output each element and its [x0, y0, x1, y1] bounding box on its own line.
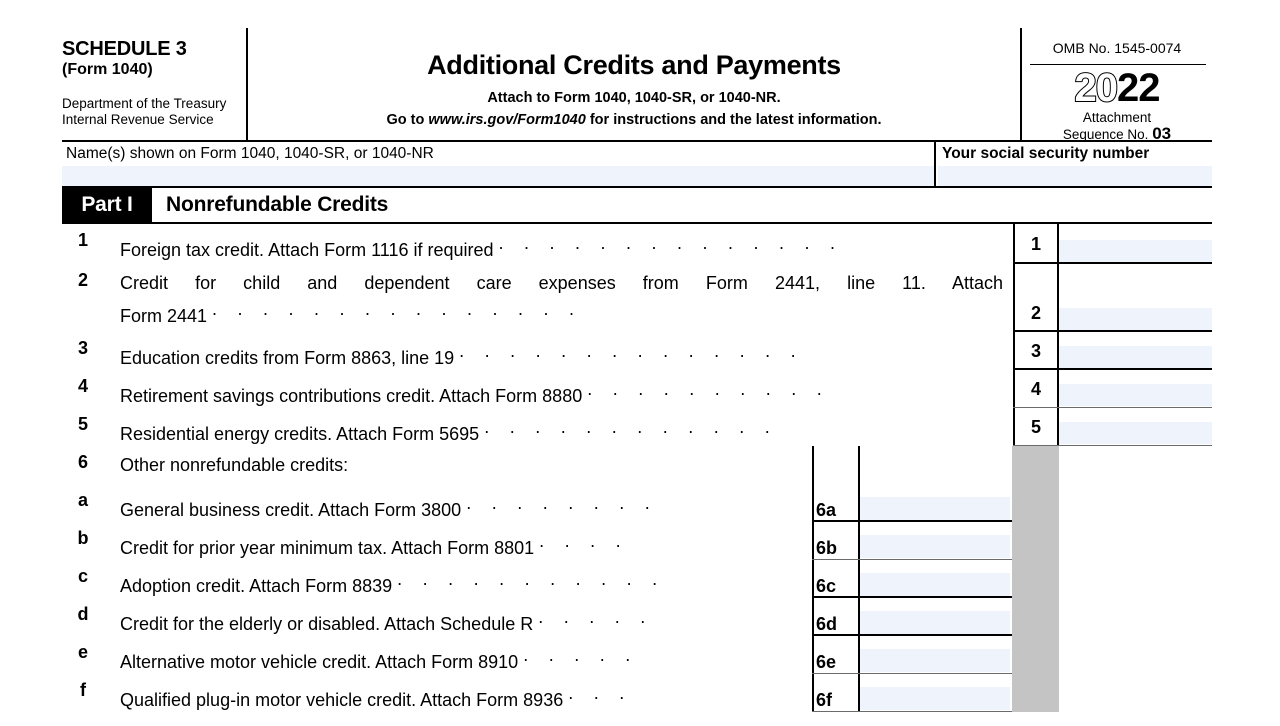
- ssn-input[interactable]: [938, 166, 1212, 186]
- leader-dots: .....: [523, 645, 651, 665]
- line-number: c: [77, 566, 88, 586]
- line-description: [120, 528, 641, 561]
- line-description-text: Adoption credit. Attach Form 8839: [120, 576, 398, 596]
- line-number: e: [77, 642, 88, 662]
- sub-line-number-box: 6c: [816, 576, 837, 596]
- omb-number: OMB No. 1545-0074: [1052, 40, 1182, 56]
- sub-line-value-input[interactable]: [860, 497, 1010, 520]
- line-description-text: Retirement savings contributions credit. Attach Form 8880: [120, 386, 588, 406]
- sub-column-divider-left: [812, 484, 814, 522]
- sub-column-divider-left: [812, 636, 814, 674]
- leader-dots: ..........: [587, 379, 843, 399]
- blocked-column: [1012, 674, 1059, 712]
- line-description-text: Foreign tax credit. Attach Form 1116 if required: [120, 240, 499, 260]
- form-line-row: [62, 636, 1212, 674]
- header-center-block: [248, 28, 1020, 130]
- line-number-box: 5: [1013, 408, 1059, 446]
- leader-dots: ..............: [459, 341, 817, 361]
- leader-dots: ...........: [397, 569, 678, 589]
- line-description-text: Education credits from Form 8863, line 19: [120, 348, 460, 368]
- line-number-box: 1: [1013, 224, 1059, 264]
- line-number: 1: [77, 230, 88, 250]
- sub-column-divider-left: [812, 598, 814, 636]
- attachment-sequence: [1022, 110, 1212, 142]
- tax-year-hollow: 20: [1074, 66, 1117, 110]
- form-line-row: [62, 224, 1212, 264]
- line-number: f: [80, 680, 86, 700]
- blocked-column: [1012, 446, 1059, 484]
- blocked-column: [1012, 484, 1059, 522]
- sub-line-value-input[interactable]: [860, 535, 1010, 558]
- line-number: a: [77, 490, 88, 510]
- tax-year: [1022, 66, 1212, 110]
- sub-column-divider-left: [812, 674, 814, 712]
- sub-column-divider-left: [812, 560, 814, 598]
- line-description-text: Credit for prior year minimum tax. Attach Form 8801: [120, 538, 540, 558]
- leader-dots: ...: [568, 683, 645, 703]
- tax-year-solid: 22: [1117, 66, 1160, 110]
- irs-url: www.irs.gov/Form1040: [428, 112, 586, 128]
- sub-row-rule: [812, 711, 1012, 712]
- attachment-sequence-label: Sequence No.: [1062, 126, 1153, 142]
- sub-line-number-box: 6a: [816, 500, 837, 520]
- form-line-row: [62, 522, 1212, 560]
- department-line-2: Internal Revenue Service: [62, 111, 214, 127]
- line-number-box: 3: [1013, 332, 1059, 370]
- line-description: [120, 566, 678, 599]
- line-value-input[interactable]: [1059, 308, 1212, 330]
- sub-line-value-input[interactable]: [860, 649, 1010, 672]
- department-block: [62, 96, 244, 127]
- header-left-block: [62, 28, 244, 140]
- line-number: 2: [77, 270, 88, 290]
- line-number-box: 2: [1013, 264, 1059, 332]
- line-value-input[interactable]: [1059, 240, 1212, 262]
- leader-dots: ..............: [498, 233, 856, 253]
- leader-dots: .....: [538, 607, 666, 627]
- line-number: 3: [77, 338, 88, 358]
- line-number-box: 4: [1013, 370, 1059, 408]
- line-number: b: [77, 528, 89, 548]
- line-description-text: Residential energy credits. Attach Form 5695: [120, 424, 485, 444]
- form-line-row: [62, 560, 1212, 598]
- attach-instruction: Attach to Form 1040, 1040-SR, or 1040-NR.: [487, 90, 781, 106]
- ssn-label: Your social security number: [942, 145, 1150, 162]
- form-line-row: [62, 370, 1212, 408]
- sub-line-number-box: 6b: [816, 538, 838, 558]
- line-items-region: [62, 224, 1212, 712]
- omb-rule: [1030, 64, 1206, 65]
- sub-column-divider-right: [858, 446, 860, 484]
- form-line-row: [62, 408, 1212, 446]
- sub-line-number-box: 6d: [816, 614, 838, 634]
- line-number: 6: [77, 452, 88, 472]
- form-line-row: [62, 674, 1212, 712]
- schedule-subtitle: (Form 1040): [62, 61, 153, 78]
- line-description: [120, 604, 666, 637]
- blocked-column: [1012, 522, 1059, 560]
- sub-line-value-input[interactable]: [860, 573, 1010, 596]
- sub-column-divider-left: [812, 522, 814, 560]
- line-description: [120, 376, 842, 409]
- blocked-column: [1012, 560, 1059, 598]
- sub-line-number-box: 6e: [816, 652, 837, 672]
- attachment-label: Attachment: [1082, 110, 1152, 125]
- blocked-column: [1012, 598, 1059, 636]
- line-description: [120, 270, 1003, 329]
- attachment-sequence-line: [1022, 123, 1212, 143]
- line-description: [120, 230, 856, 263]
- leader-dots: ....: [539, 531, 642, 551]
- form-line-row: [62, 484, 1212, 522]
- part-1-header: [62, 188, 1212, 222]
- schedule-title: SCHEDULE 3: [62, 38, 187, 60]
- sub-line-value-input[interactable]: [860, 687, 1010, 710]
- form-line-row: [62, 264, 1212, 332]
- line-number: 5: [77, 414, 88, 434]
- sub-line-value-input[interactable]: [860, 611, 1010, 634]
- sub-column-divider-left: [812, 446, 814, 484]
- header-right-block: [1020, 28, 1212, 143]
- part-1-badge: Part I: [62, 188, 152, 222]
- attachment-sequence-number: 03: [1152, 123, 1172, 143]
- line-value-input[interactable]: [1059, 384, 1212, 406]
- line-description-text: Qualified plug-in motor vehicle credit. Attach Form 8936: [120, 690, 569, 710]
- line-description: [120, 680, 645, 713]
- part-1-title: Nonrefundable Credits: [166, 193, 389, 216]
- line-description: [120, 490, 670, 523]
- goto-suffix: for instructions and the latest information.: [585, 112, 882, 128]
- name-label: Name(s) shown on Form 1040, 1040-SR, or 1040-NR: [66, 145, 434, 162]
- line-description: [120, 642, 651, 675]
- line-description-part-1: Credit for child and dependent care expenses from Form 2441, line 11. Attach: [120, 273, 1003, 293]
- leader-dots: ............: [484, 417, 791, 437]
- line-description: [120, 338, 816, 371]
- line-description: Other nonrefundable credits:: [120, 455, 349, 475]
- line-description-part-2: Form 2441 ...............: [120, 299, 595, 326]
- goto-instruction: [248, 111, 1020, 130]
- leader-dots: ........: [466, 493, 671, 513]
- line-number: d: [77, 604, 89, 624]
- department-line-1: Department of the Treasury: [62, 96, 227, 111]
- line-value-input[interactable]: [1059, 346, 1212, 368]
- form-line-row: [62, 446, 1212, 484]
- form-header: [62, 28, 1212, 143]
- goto-prefix: Go to: [386, 112, 429, 128]
- line-number: 4: [77, 376, 88, 396]
- line-description: [120, 414, 790, 447]
- form-line-row: [62, 332, 1212, 370]
- line-description-text: Credit for the elderly or disabled. Attach Schedule R: [120, 614, 539, 634]
- name-input[interactable]: [62, 166, 934, 186]
- blocked-column: [1012, 636, 1059, 674]
- form-main-title: Additional Credits and Payments: [427, 50, 841, 80]
- line-description-text: Alternative motor vehicle credit. Attach Form 8910: [120, 652, 524, 672]
- schedule-3-form: [62, 28, 1212, 720]
- identity-row: [62, 142, 1212, 186]
- sub-line-number-box: 6f: [816, 690, 833, 710]
- form-line-row: [62, 598, 1212, 636]
- line-description-text: General business credit. Attach Form 3800: [120, 500, 467, 520]
- identity-divider: [934, 142, 936, 186]
- line-value-input[interactable]: [1059, 422, 1212, 444]
